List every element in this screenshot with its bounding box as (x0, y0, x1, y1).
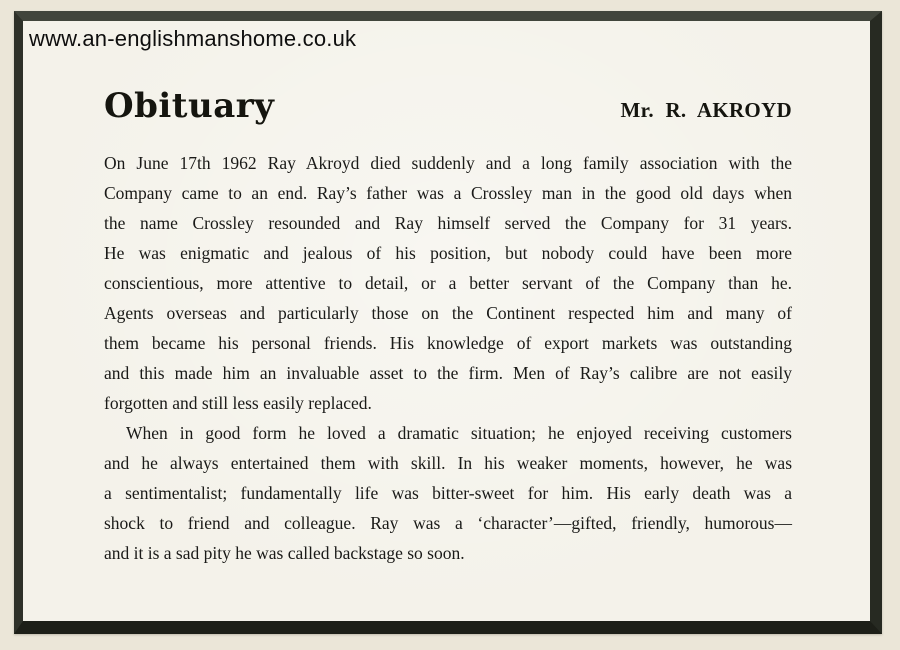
page-content (23, 21, 870, 568)
text-line: forgotten and still less easily replaced. (104, 393, 372, 413)
text-line: Company came to an end. Ray’s father was a Crossley man in the good old days when (104, 183, 792, 203)
text-line: Agents overseas and particularly those on the Continent respected him and many of (104, 303, 792, 323)
page-frame-border (14, 11, 882, 634)
page-title: Obituary (104, 86, 275, 126)
text-line: conscientious, more attentive to detail, or a better servant of the Company than he. (104, 273, 792, 293)
obituary-page (23, 21, 870, 621)
text-line: and this made him an invaluable asset to the firm. Men of Ray’s calibre are not easily (104, 363, 792, 383)
text-line: a sentimentalist; fundamentally life was bitter-sweet for him. His early death was a (104, 483, 792, 503)
obituary-header (104, 87, 792, 125)
obituary-body (104, 148, 792, 568)
text-line: On June 17th 1962 Ray Akroyd died suddenly and a long family association with the (104, 153, 792, 173)
text-line: and it is a sad pity he was called backstage so soon. (104, 543, 465, 563)
text-line: them became his personal friends. His knowledge of export markets was outstanding (104, 333, 792, 353)
byline-name: Mr. R. AKROYD (620, 98, 792, 122)
watermark-url: www.an-englishmanshome.co.uk (29, 26, 357, 51)
text-line: and he always entertained them with skill. In his weaker moments, however, he was (104, 453, 792, 473)
text-line: He was enigmatic and jealous of his position, but nobody could have been more (104, 243, 792, 263)
text-line: When in good form he loved a dramatic situation; he enjoyed receiving customers (126, 423, 792, 443)
text-line: shock to friend and colleague. Ray was a ‘character’—gifted, friendly, humorous— (104, 513, 792, 533)
text-line: the name Crossley resounded and Ray himself served the Company for 31 years. (104, 213, 792, 233)
